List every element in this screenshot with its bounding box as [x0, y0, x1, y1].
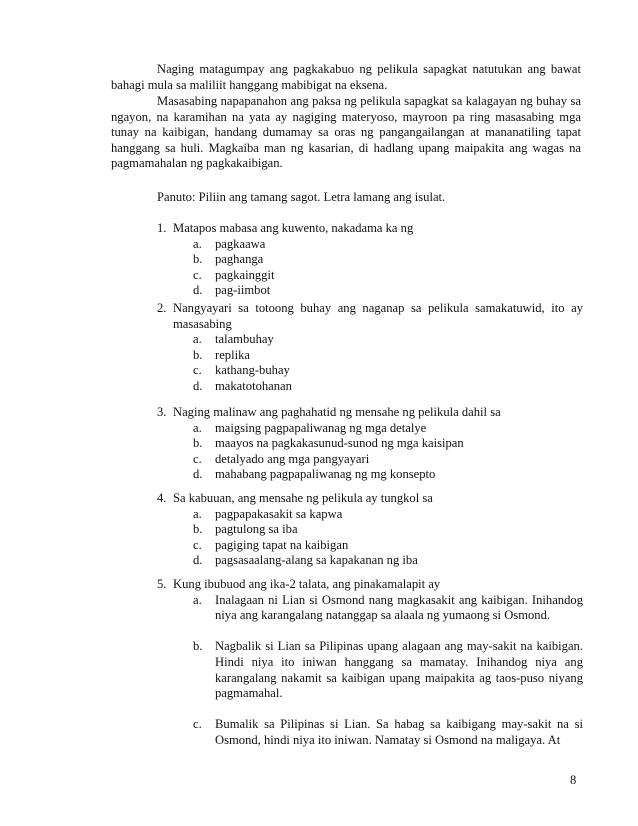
option-b: [193, 522, 583, 538]
option-a: [193, 421, 583, 437]
option-letter: d.: [193, 378, 203, 393]
option-letter: b.: [193, 347, 203, 362]
options-list: [157, 507, 583, 569]
option-c: [193, 363, 583, 379]
option-text: replika: [215, 347, 250, 362]
option-text: talambuhay: [215, 332, 274, 347]
option-text: pagpapakasakit sa kapwa: [215, 506, 343, 521]
option-letter: b.: [193, 252, 203, 267]
option-c: [193, 538, 583, 554]
option-letter: b.: [193, 436, 203, 451]
option-text: maigsing pagpapaliwanag ng mga detalye: [215, 420, 427, 435]
option-text: detalyado ang mga pangyayari: [215, 451, 370, 466]
question-4: [157, 491, 583, 569]
options-list: [157, 593, 583, 749]
option-text: pagkaawa: [215, 236, 266, 251]
question-5: [157, 577, 583, 764]
option-b: [193, 436, 583, 452]
option-letter: a.: [193, 332, 202, 347]
option-a: [193, 507, 583, 523]
options-list: [157, 332, 583, 394]
option-a: [193, 593, 583, 624]
option-text: pagkainggit: [215, 267, 275, 282]
option-letter: c.: [193, 363, 202, 378]
option-text: Bumalik sa Pilipinas si Lian. Sa habag sa kaibigang may-sakit na si Osmond, hindi niya ito iniwan. Namatay si Osmond na maligaya. At: [215, 717, 583, 747]
option-d: [193, 379, 583, 395]
option-a: [193, 332, 583, 348]
option-c: [193, 717, 583, 748]
option-c: [193, 452, 583, 468]
question-text: Matapos mabasa ang kuwento, nakadama ka ng: [173, 221, 414, 235]
option-a: [193, 237, 583, 253]
question-3: [157, 405, 583, 483]
question-text: Naging malinaw ang paghahatid ng mensahe ng pelikula dahil sa: [173, 405, 501, 419]
option-letter: d.: [193, 283, 203, 298]
option-text: mahabang pagpapaliwanag ng mg konsepto: [215, 467, 436, 482]
question-number: 3.: [157, 405, 167, 419]
option-letter: b.: [193, 639, 203, 654]
option-d: [193, 553, 583, 569]
page-number: 8: [570, 773, 577, 787]
option-letter: a.: [193, 506, 202, 521]
option-letter: d.: [193, 467, 203, 482]
option-c: [193, 268, 583, 284]
paragraph-2: Masasabing napapanahon ang paksa ng pelikula sapagkat sa kalagayan ng buhay sa ngayon, na karamihan na yata ay nagiging materyoso, mayroon pa ring masasabing mga tunay na kaibigan, handang dumamay sa oras ng pangangailangan at mananatiling tapat hanggang sa huli. Magkaiba man ng kasarian, di hadlang upang maipakita ang wagas na pagmamahalan ng pagkakaibigan.: [111, 94, 581, 171]
option-letter: d.: [193, 553, 203, 568]
option-text: kathang-buhay: [215, 363, 290, 378]
option-b: [193, 639, 583, 701]
question-text: Kung ibubuod ang ika-2 talata, ang pinakamalapit ay: [173, 577, 441, 591]
paragraph-1: Naging matagumpay ang pagkakabuo ng pelikula sapagkat natutukan ang bawat bahagi mula sa maliliit hanggang mabibigat na eksena.: [111, 62, 581, 92]
option-text: pagsasaalang-alang sa kapakanan ng iba: [215, 553, 418, 568]
option-b: [193, 252, 583, 268]
option-text: paghanga: [215, 252, 264, 267]
option-text: makatotohanan: [215, 378, 292, 393]
option-letter: b.: [193, 522, 203, 537]
options-list: [157, 421, 583, 483]
option-d: [193, 467, 583, 483]
option-letter: a.: [193, 592, 202, 607]
question-text: Sa kabuuan, ang mensahe ng pelikula ay tungkol sa: [173, 491, 433, 505]
question-number: 5.: [157, 577, 167, 591]
option-text: pagiging tapat na kaibigan: [215, 537, 349, 552]
option-letter: a.: [193, 236, 202, 251]
question-text: Nangyayari sa totoong buhay ang naganap sa pelikula samakatuwid, ito ay masasabing: [173, 301, 583, 331]
question-number: 4.: [157, 491, 167, 505]
question-number: 2.: [157, 301, 167, 315]
option-text: pagtulong sa iba: [215, 522, 298, 537]
option-letter: c.: [193, 717, 202, 732]
option-b: [193, 348, 583, 364]
option-letter: c.: [193, 267, 202, 282]
option-text: pag-iimbot: [215, 283, 271, 298]
question-1: [157, 221, 583, 299]
question-number: 1.: [157, 221, 167, 235]
question-2: [157, 301, 583, 395]
instructions: Panuto: Piliin ang tamang sagot. Letra lamang ang isulat.: [157, 190, 446, 204]
option-letter: c.: [193, 537, 202, 552]
option-letter: c.: [193, 451, 202, 466]
option-d: [193, 283, 583, 299]
option-text: maayos na pagkakasunud-sunod ng mga kaisipan: [215, 436, 464, 451]
option-text: Nagbalik si Lian sa Pilipinas upang alagaan ang may-sakit na kaibigan. Hindi niya ito iniwan hanggang sa mamatay. Inihandog niya ang karangalang nakamit sa kaibigan upang maipakita ag taos-puso niyang pagmamahal.: [215, 639, 583, 701]
option-text: Inalagaan ni Lian si Osmond nang magkasakit ang kaibigan. Inihandog niya ang karangalang natanggap sa alaala ng yumaong si Osmond.: [215, 592, 583, 623]
option-letter: a.: [193, 420, 202, 435]
options-list: [157, 237, 583, 299]
